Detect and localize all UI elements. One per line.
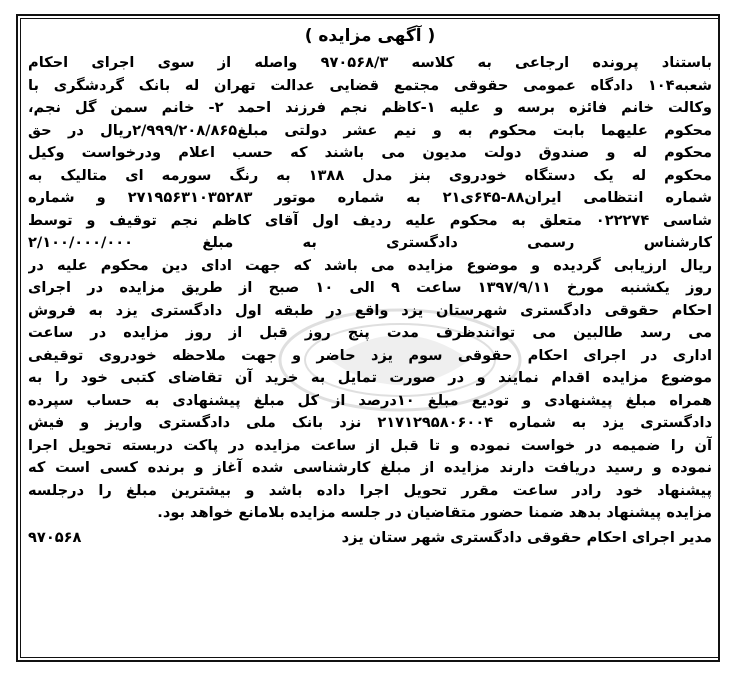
notice-line: روز یکشنبه مورخ ۱۳۹۷/۹/۱۱ ساعت ۹ الی ۱۰ صبح از طریق مزایده در اجرای: [28, 279, 712, 296]
notice-line: دادگستری یزد به شماره ۲۱۷۱۲۹۵۸۰۶۰۰۴ نزد بانک ملی دادگستری واریز و فیش: [28, 414, 712, 431]
notice-line: می رسد طالبین می توانندظرف مدت پنج روز قبل از روز مزایده در ساعت: [28, 324, 712, 341]
notice-title: ( آگهی مزایده ): [304, 26, 436, 46]
notice-line: موضوع مزایده اقدام نمایند و در صورت تمایل به خرید آن تقاضای کتبی خود را به: [28, 369, 712, 386]
notice-line: کارشناس رسمی دادگستری به مبلغ ۲/۱۰۰/۰۰۰/۰۰۰: [28, 234, 712, 251]
notice-line: محکوم له یک دستگاه خودروی بنز مدل ۱۳۸۸ به رنگ سورمه ای متالیک به: [28, 166, 712, 184]
notice-body: [28, 22, 712, 549]
notice-line: پیشنهاد خود رادر ساعت مقرر تحویل اجرا داده باشد و بیشترین مبلغ را درجلسه: [28, 481, 712, 499]
notice-line: شماره انتظامی ایران۸۸-۶۴۵ی۲۱ به شماره موتور ۲۷۱۹۵۶۳۱۰۳۵۲۸۳ و شماره: [28, 189, 712, 206]
notice-line: محکوم له و صندوق دولت مدیون می باشند که حسب اعلام ودرخواست وکیل: [28, 144, 712, 161]
notice-line: ریال ارزیابی گردیده و موضوع مزایده می باشد که جهت ادای دین محکوم علیه در: [28, 256, 712, 274]
notice-line: همراه مبلغ پیشنهادی و تودیع مبلغ ۱۰درصد از کل مبلغ پیشنهادی به حساب سپرده: [28, 391, 712, 409]
notice-line: محکوم علیهما بابت محکوم به و نیم عشر دولتی مبلغ۲/۹۹۹/۲۰۸/۸۶۵ریال در حق: [28, 121, 712, 139]
notice-line: احکام حقوقی دادگستری شهرستان یزد واقع در طبقه اول دادگستری یزد به فروش: [28, 301, 712, 319]
notice-line: شاسی ۰۲۲۲۷۴ متعلق به محکوم علیه ردیف اول آقای کاظم نجم توقیف و توسط: [28, 211, 712, 229]
notice-line: مزایده پیشنهاد بدهد ضمنا حضور متقاضیان در جلسه مزایده بلامانع خواهد بود.: [157, 504, 712, 521]
notice-line: اداری در اجرای احکام حقوقی سوم یزد حاضر و جهت ملاحظه خودروی توقیفی: [28, 346, 712, 364]
signature: مدیر اجرای احکام حقوقی دادگستری شهر ستان یزد: [341, 528, 712, 546]
notice-line: نموده و رسید دریافت دارند مزایده از مبلغ کارشناسی شده آغاز و برنده کسی است که: [28, 459, 712, 476]
notice-line: باستناد پرونده ارجاعی به کلاسه ۹۷۰۵۶۸/۳ واصله از سوی اجرای احکام: [28, 54, 712, 71]
notice-line: شعبه۱۰۴ دادگاه عمومی حقوقی مجتمع قضایی عدالت تهران له بانک گردشگری با: [28, 76, 712, 94]
notice-line: آن را ضمیمه در خواست نموده و تا قبل از ساعت مزایده در پاکت دربسته تحویل اجرا: [28, 436, 712, 454]
notice-line: وکالت خانم فائزه برسه و علیه ۱-کاظم نجم فرزند احمد ۲- خانم سمن گل نجم،: [28, 99, 712, 116]
reference-number: ۹۷۰۵۶۸: [28, 528, 82, 546]
signature-row: [28, 527, 712, 550]
